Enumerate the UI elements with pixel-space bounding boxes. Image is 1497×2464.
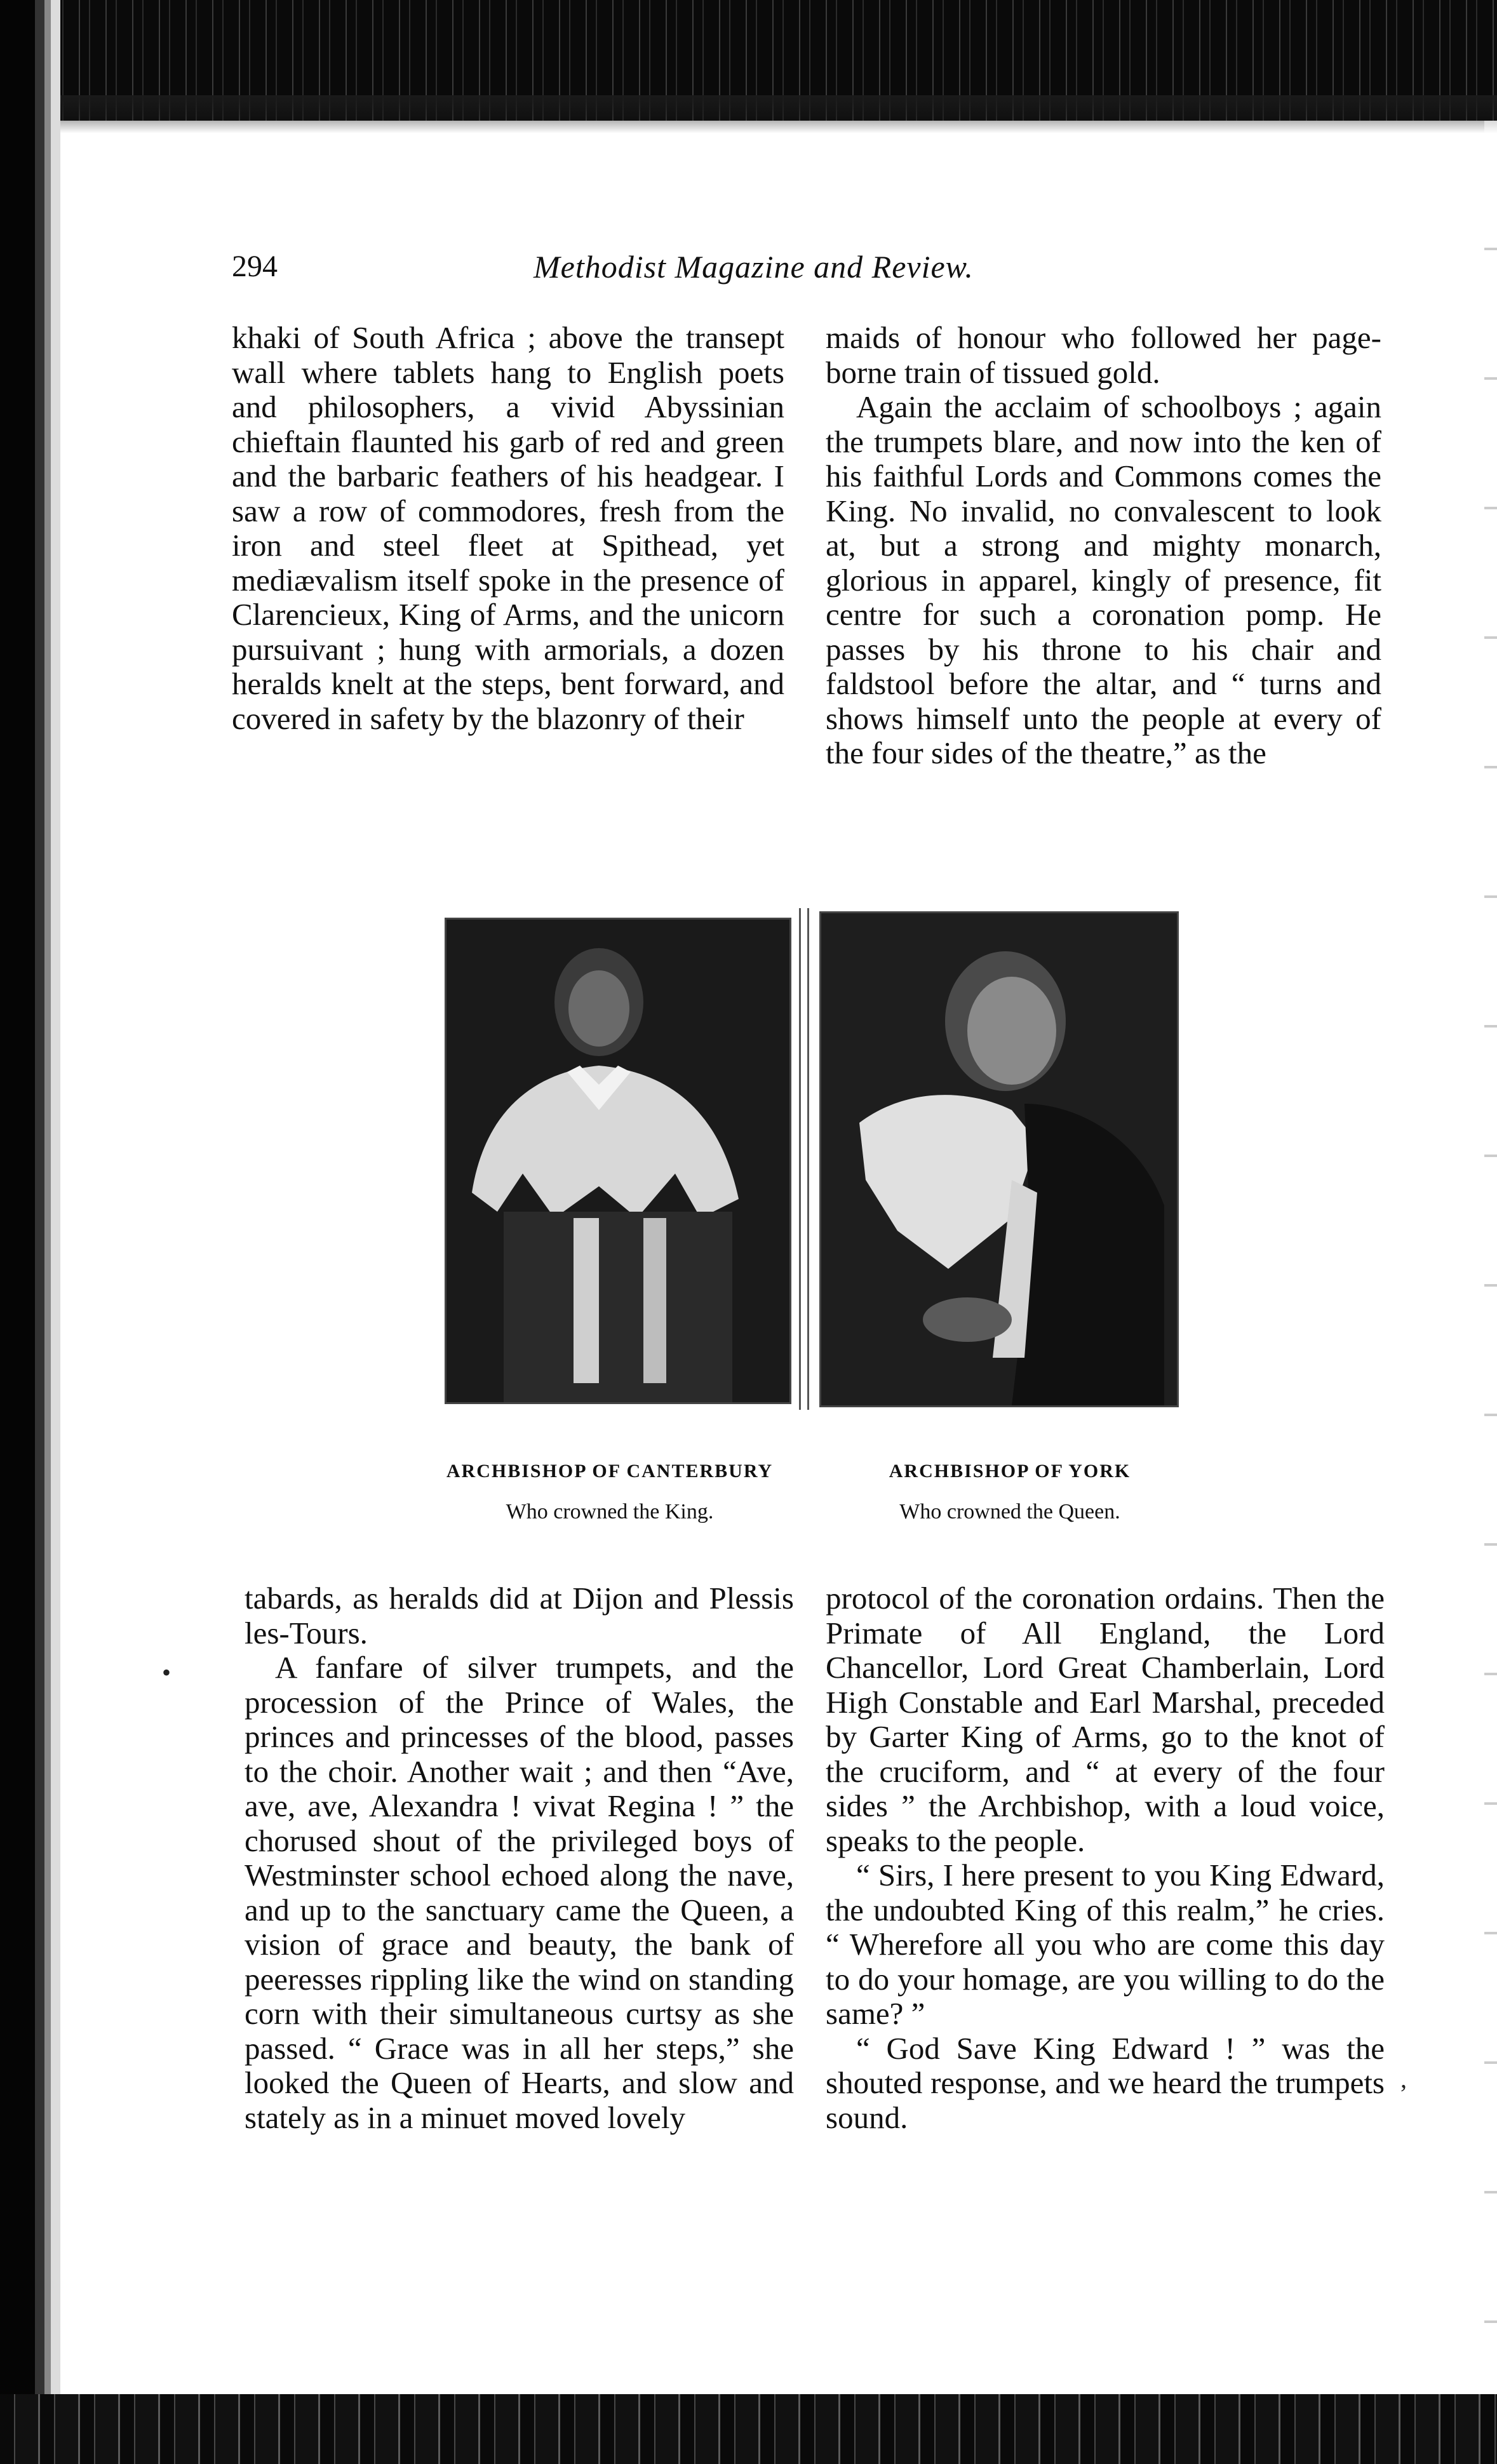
portrait-archbishop-york — [819, 911, 1179, 1407]
paragraph: “ Sirs, I here present to you King Edward, the undoubted King of this realm,” he cries. “ Wherefore all you who are come this day to do your homage, are you willing to do the same? ” — [826, 1858, 1385, 2031]
paragraph: tabards, as heralds did at Dijon and Plessis les-Tours. — [245, 1581, 794, 1650]
column-bottom-right — [826, 1581, 1385, 2135]
paragraph: “ God Save King Edward ! ” was the shouted response, and we heard the trumpets sound. — [826, 2030, 1385, 2135]
scan-border-left — [0, 0, 60, 2464]
caption-right-title: ARCHBISHOP OF YORK — [889, 1461, 1131, 1482]
portrait-archbishop-canterbury — [445, 918, 791, 1404]
paragraph: Again the acclaim of schoolboys ; again the trumpets blare, and now into the ken of his faithful Lords and Commons comes the King. No invalid, no convalescent to look at, but a strong and mighty monarch, glorious in apparel, kingly of presence, fit centre for such a coronation pomp. He passes by his throne to his chair and faldstool before the altar, and “ turns and shows himself unto the people at every of the four sides of the theatre,” as the — [826, 389, 1381, 770]
scan-border-top-fade — [0, 95, 1497, 133]
scan-border-right — [1484, 121, 1497, 2407]
margin-mark: , — [1400, 2065, 1407, 2093]
margin-dot: • — [162, 1658, 171, 1687]
column-bottom-left — [245, 1581, 794, 2135]
portrait-york-image — [821, 913, 1177, 1405]
running-title: Methodist Magazine and Review. — [534, 249, 974, 285]
paragraph: A fanfare of silver trumpets, and the procession of the Prince of Wales, the princes and princesses of the blood, passes to the choir. Another wait ; and then “Ave, ave, ave, Alexandra ! vivat Regina ! ” the chorused shout of the privileged boys of Westminster school echoed along the nave, and up to the sanctuary came the Queen, a vision of grace and beauty, the bank of peeresses rippling like the wind on standing corn with their simultaneous curtsy as she passed. “ Grace was in all her steps,” she looked the Queen of Hearts, and slow and stately as in a minuet moved lovely — [245, 1650, 794, 2135]
figure-divider — [799, 908, 809, 1410]
portrait-canterbury-image — [446, 920, 789, 1402]
page-number: 294 — [232, 250, 278, 283]
column-top-right — [826, 321, 1381, 771]
caption-right-subtitle: Who crowned the Queen. — [899, 1500, 1120, 1523]
paragraph: protocol of the coronation ordains. Then the Primate of All England, the Lord Chancellor, Lord Great Chamberlain, Lord High Constable and Earl Marshal, preceded by Garter King of Arms, go to the knot of the cruciform, and “ at every of the four sides ” the Archbishop, with a loud voice, speaks to the people. — [826, 1581, 1385, 1858]
caption-left-subtitle: Who crowned the King. — [506, 1500, 714, 1523]
scan-border-bottom — [0, 2394, 1497, 2464]
caption-left-title: ARCHBISHOP OF CANTERBURY — [446, 1461, 774, 1482]
column-top-left — [232, 321, 784, 736]
paragraph: khaki of South Africa ; above the transept wall where tablets hang to English poets and philosophers, a vivid Abyssinian chieftain flaunted his garb of red and green and the barbaric feathers of his headgear. I saw a row of commodores, fresh from the iron and steel fleet at Spithead, yet mediævalism itself spoke in the presence of Clarencieux, King of Arms, and the unicorn pursuivant ; hung with armorials, a dozen heralds knelt at the steps, bent forward, and covered in safety by the blazonry of their — [232, 320, 784, 736]
paragraph: maids of honour who followed her page-borne train of tissued gold. — [826, 320, 1381, 390]
